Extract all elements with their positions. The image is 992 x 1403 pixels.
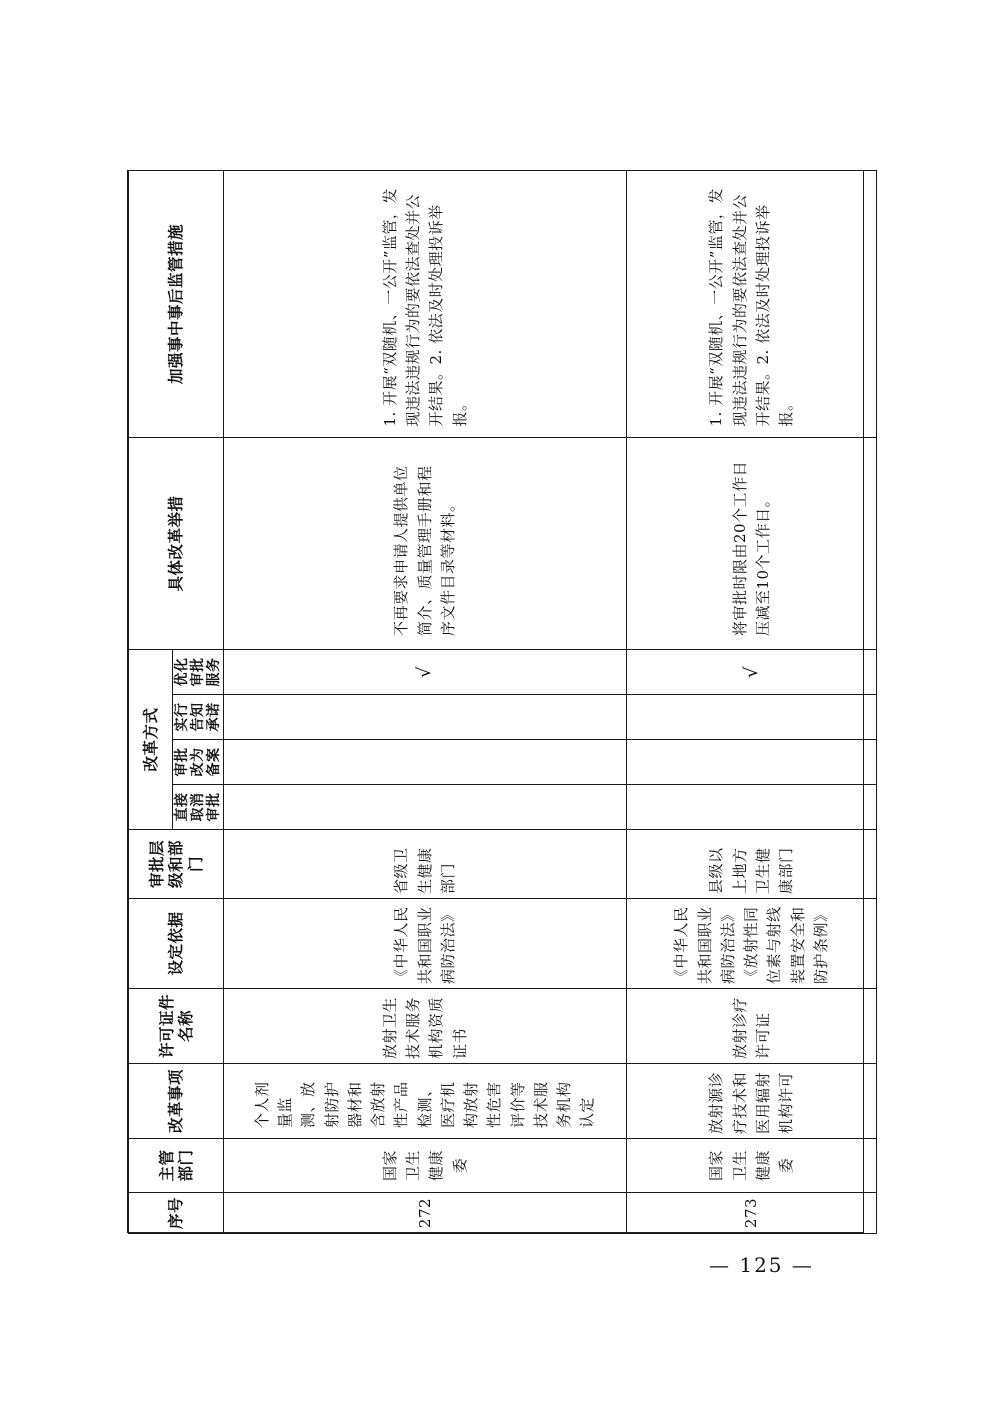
header-mode-optimize: 优化审批服务: [173, 649, 224, 694]
cell-item: [627, 1064, 877, 1139]
cell-measures-text: 不再要求申请人提供单位简介、质量管理手册和程序文件目录等材料。: [392, 465, 457, 636]
header-dept: 主管部门: [129, 1139, 224, 1193]
cell-mode-promise: [627, 695, 877, 740]
rotated-table-wrapper: [128, 171, 865, 1234]
reform-table-frame: [127, 170, 864, 1233]
cell-supervision: [627, 170, 877, 437]
cell-supervision-text: 1. 开展“双随机、一公开”监管，发现违法违规行为的要依法查处并公开结果。2. 依法及时处理投诉举报。: [707, 188, 796, 427]
cell-license: [627, 989, 877, 1064]
cell-basis-text: 《中华人民共和国职业病防治法》《放射性同位素与射线装置安全和防护条例》: [672, 906, 830, 984]
cell-license-text: 放射卫生技术服务机构资质证书: [380, 996, 469, 1059]
cell-basis-text: 《中华人民共和国职业病防治法》: [392, 906, 457, 984]
cell-basis: [627, 899, 877, 989]
cell-license: [224, 989, 627, 1064]
cell-license-text: 放射诊疗许可证: [730, 996, 772, 1059]
header-basis: 设定依据: [129, 899, 224, 989]
reform-table: [128, 170, 877, 1234]
cell-mode-cancel: [224, 785, 627, 830]
header-measures: 具体改革举措: [129, 437, 224, 649]
header-reform-mode: 改革方式: [129, 649, 173, 829]
page-number: — 125 —: [709, 1253, 814, 1277]
cell-supervision: [224, 170, 627, 437]
header-mode-filing: 审批改为备案: [173, 740, 224, 785]
cell-dept: 国家卫生健康委: [224, 1139, 627, 1193]
cell-mode-filing: [224, 740, 627, 785]
header-license: 许可证件名称: [129, 989, 224, 1064]
table-row: [224, 170, 627, 1233]
cell-item-text: 放射源诊疗技术和医用辐射机构许可: [707, 1071, 796, 1134]
cell-measures: [627, 437, 877, 649]
cell-mode-filing: [627, 740, 877, 785]
cell-level-text: 县级以上地方卫生健康部门: [707, 847, 796, 894]
header-level: 审批层级和部门: [129, 830, 224, 899]
cell-level-text: 省级卫生健康部门: [392, 847, 457, 894]
cell-basis: [224, 899, 627, 989]
header-item: 改革事项: [129, 1064, 224, 1139]
cell-mode-optimize-check: √: [224, 649, 627, 694]
header-seq: 序号: [129, 1193, 224, 1234]
header-mode-promise: 实行告知承诺: [173, 695, 224, 740]
cell-measures-text: 将审批时限由20个工作日压减至10个工作日。: [730, 460, 772, 636]
cell-mode-promise: [224, 695, 627, 740]
cell-item: 个人剂量监测、放射防护器材和含放射性产品检测、医疗机构放射性危害评价等技术服务机构认定: [224, 1064, 627, 1139]
cell-mode-optimize-check: √: [627, 649, 877, 694]
header-supervision: 加强事中事后监管措施: [129, 170, 224, 437]
header-mode-cancel: 直接取消审批: [173, 785, 224, 830]
cell-seq: 272: [224, 1193, 627, 1234]
cell-measures: [224, 437, 627, 649]
cell-seq: 273: [627, 1193, 877, 1234]
cell-mode-cancel: [627, 785, 877, 830]
cell-dept: 国家卫生健康委: [627, 1139, 877, 1193]
cell-supervision-text: 1. 开展“双随机、一公开”监管，发现违法违规行为的要依法查处并公开结果。2. 依法及时处理投诉举报。: [380, 188, 469, 427]
cell-level: [224, 830, 627, 899]
table-row: [627, 170, 877, 1233]
cell-level: [627, 830, 877, 899]
